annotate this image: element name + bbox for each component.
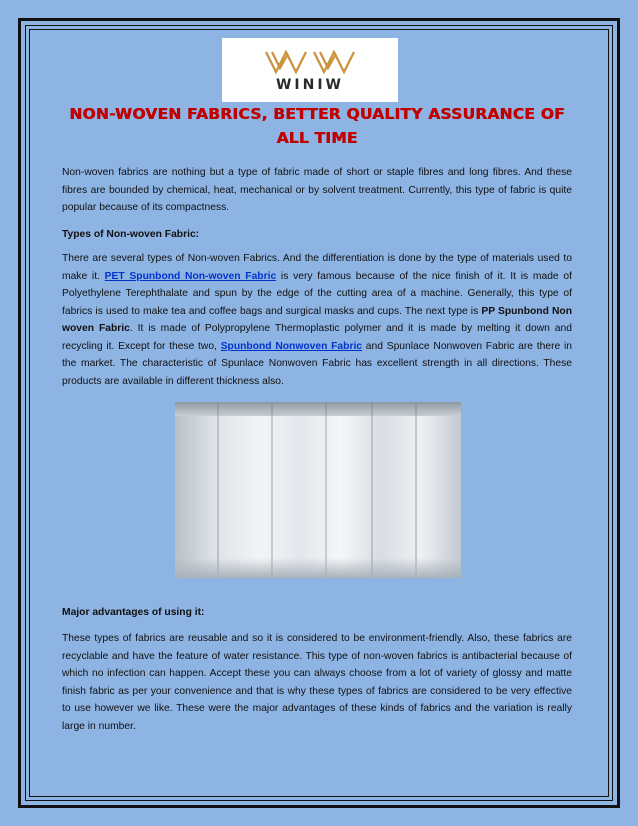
types-text-4: and Spunlace Nonwoven Fabric are there in the market. The characteristic of Spunlace Nonwoven Fabric has excellent strength in all directions. These products are available in different thickness also. — [62, 340, 573, 387]
types-text-2: is very famous because of the nice finish of it. It is made of Polyethylene Terephthalate and spun by the edge of the cutting area of a machine. Generally, this type of fabrics is used to make tea and coffee bags and surgical masks and cups. The next type is — [62, 270, 572, 317]
fabric-fold — [325, 402, 327, 578]
advantages-paragraph — [62, 630, 572, 735]
advantages-heading-text: Major advantages of using it: — [62, 607, 205, 618]
spunbond-nonwoven-link[interactable]: Spunbond Nonwoven Fabric — [220, 340, 363, 352]
fabric-bottom-edge — [175, 558, 461, 578]
fabric-fold — [217, 402, 219, 578]
advantages-heading — [62, 604, 572, 622]
types-heading — [62, 226, 572, 244]
types-text-3: . It is made of Polypropylene Thermoplastic polymer and it is made by melting it down and recycling it. Except for these two, — [62, 323, 572, 352]
types-text-1: There are several types of Non-woven Fabrics. And the differentiation is done by the type of materials used to make it. — [62, 253, 572, 282]
types-heading-text: Types of Non-woven Fabric: — [62, 229, 200, 240]
nonwoven-fabric-photo — [175, 402, 461, 578]
fabric-fold — [415, 402, 417, 578]
logo-text: WINIW — [275, 76, 345, 93]
pet-spunbond-link[interactable]: PET Spunbond Non-woven Fabric — [104, 270, 277, 282]
intro-paragraph — [62, 164, 572, 217]
page-title: NON-WOVEN FABRICS, BETTER QUALITY ASSURANCE OF ALL TIME — [69, 105, 565, 147]
types-paragraph — [62, 250, 572, 390]
company-logo — [222, 38, 398, 102]
winiw-logo-icon — [262, 48, 358, 76]
fabric-fold — [371, 402, 373, 578]
advantages-text: These types of fabrics are reusable and so it is considered to be environment-friendly. Also, these fabrics are recyclable and have the feature of water resistance. This type of non-woven fabrics is antibacterial because of which no infection can happen. Accept these you can always choose from a lot of variety of glossy and matte finish fabric as per your convenience and that is why these types of fabrics are considered to be very effective to use however we like. These were the major advantages of these kinds of fabrics and the variation is really large in number. — [62, 633, 572, 732]
pp-spunbond-bold: PP Spunbond Non woven Fabric — [62, 305, 572, 334]
fabric-fold — [271, 402, 273, 578]
intro-text: Non-woven fabrics are nothing but a type of fabric made of short or staple fibres and long fibres. And these fibres are bounded by chemical, heat, mechanical or by solvent treatment. Currently, this type of fabric is quite popular because of its compactness. — [62, 167, 572, 213]
